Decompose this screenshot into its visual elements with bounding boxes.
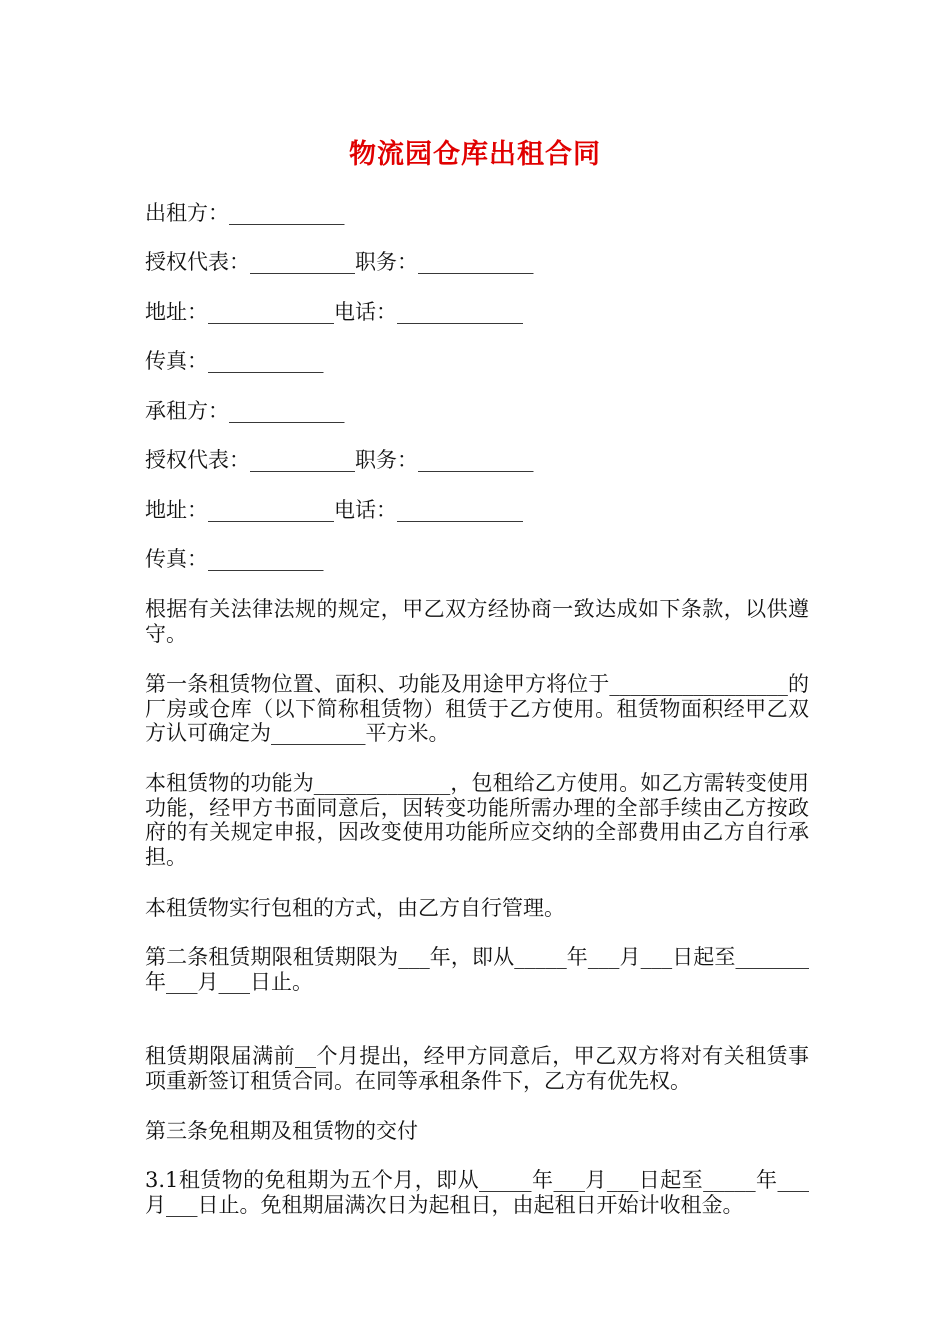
management-paragraph: 本租赁物实行包租的方式，由乙方自行管理。	[145, 896, 565, 920]
lessee-label: 承租方：___________	[145, 399, 345, 423]
article-2-paragraph: 第二条租赁期限租赁期限为___年，即从_____年___月___日起至_______年___月___日止。	[145, 945, 809, 994]
clause-3-1-paragraph: 3.1租赁物的免租期为五个月，即从_____年___月___日起至_____年___月___日止。免租期届满次日为起租日，由起租日开始计收租金。	[145, 1168, 809, 1217]
lessee-address: 地址：____________电话：____________	[145, 498, 523, 522]
intro-paragraph: 根据有关法律法规的规定，甲乙双方经协商一致达成如下条款，以供遵守。	[145, 597, 809, 646]
lessee-representative: 授权代表：__________职务：___________	[145, 448, 534, 472]
lessor-representative: 授权代表：__________职务：___________	[145, 250, 534, 274]
article-3-heading: 第三条免租期及租赁物的交付	[145, 1119, 418, 1143]
renewal-paragraph: 租赁期限届满前__个月提出，经甲方同意后，甲乙双方将对有关租赁事项重新签订租赁合同。在同等承租条件下，乙方有优先权。	[145, 1044, 809, 1093]
function-paragraph: 本租赁物的功能为_____________，包租给乙方使用。如乙方需转变使用功能，经甲方书面同意后，因转变功能所需办理的全部手续由乙方按政府的有关规定申报，因改变使用功能所应交纳的全部费用由乙方自行承担。	[145, 771, 809, 869]
lessor-address: 地址：____________电话：____________	[145, 300, 523, 324]
lessee-fax: 传真：___________	[145, 547, 324, 571]
document-title: 物流园仓库出租合同	[349, 139, 601, 170]
lessor-fax: 传真：___________	[145, 349, 324, 373]
lessor-label: 出租方：___________	[145, 201, 345, 225]
article-1-paragraph: 第一条租赁物位置、面积、功能及用途甲方将位于_________________的厂房或仓库（以下简称租赁物）租赁于乙方使用。租赁物面积经甲乙双方认可确定为_________平方米。	[145, 672, 809, 745]
